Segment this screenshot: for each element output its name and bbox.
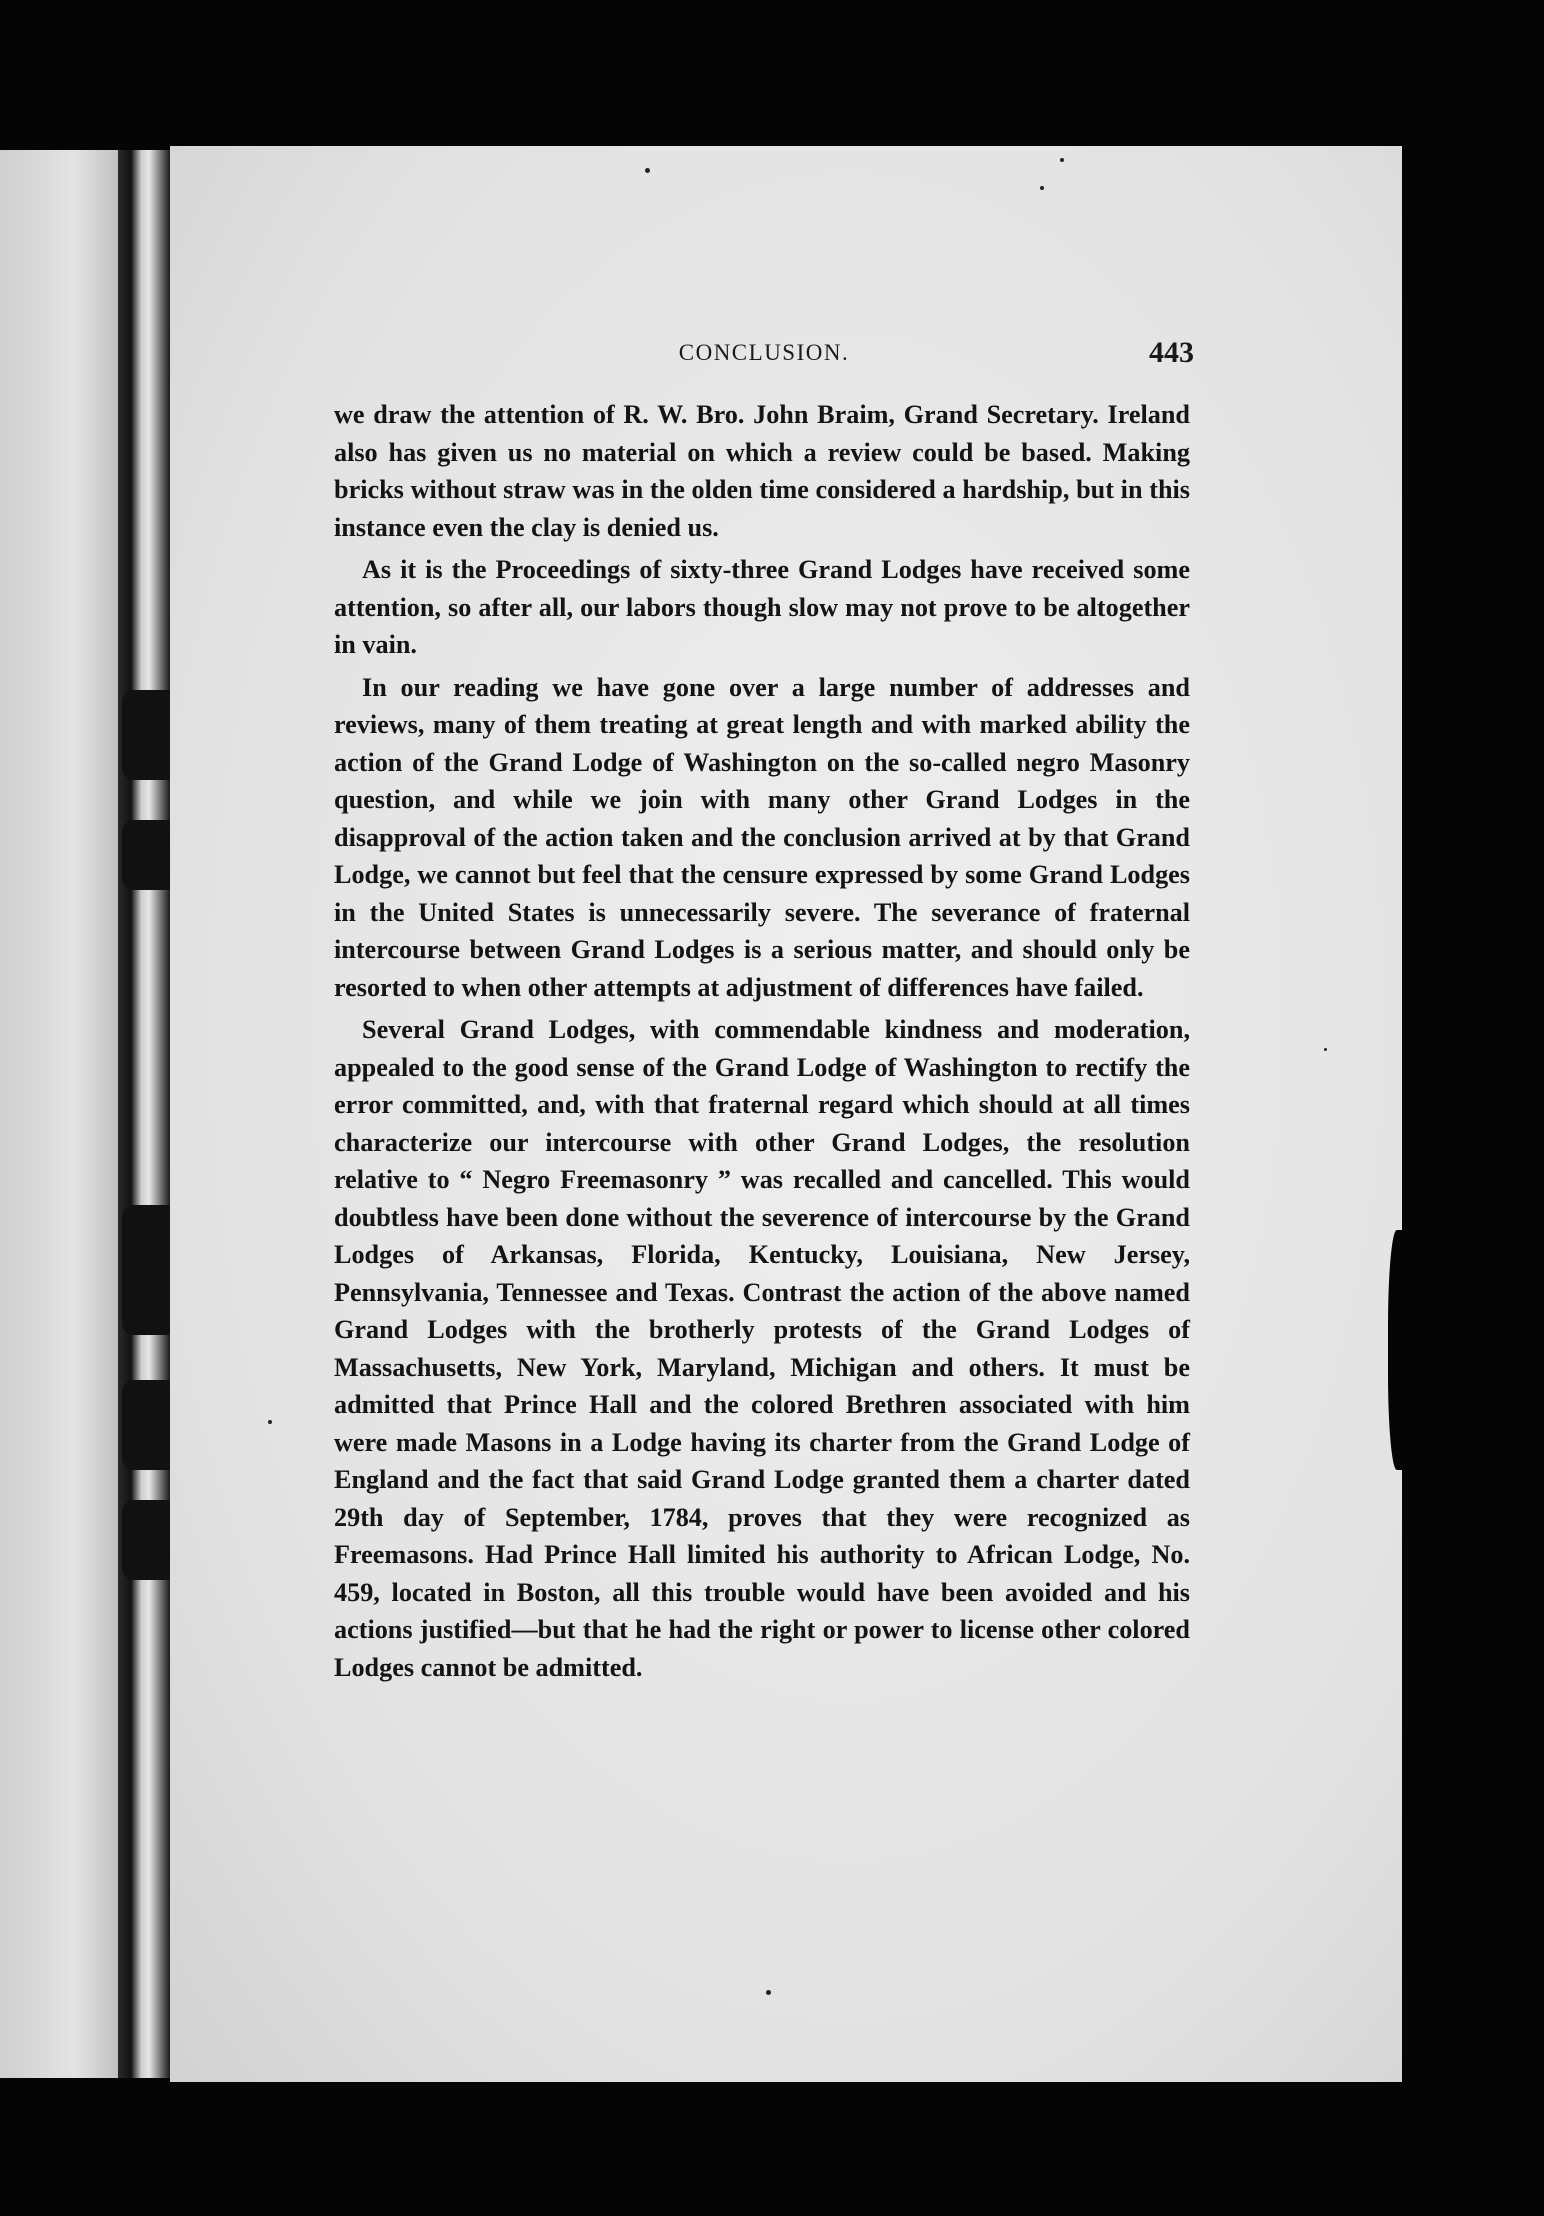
book-spine (118, 150, 170, 2078)
paragraph: In our reading we have gone over a large number of addresses and reviews, many of them treating at great length and with marked ability the action of the Grand Lodge of Washington on the so-called negro Masonry question, and while we join with many other Grand Lodges in the disapproval of the action taken and the conclusion arrived at by that Grand Lodge, we cannot but feel that the censure expressed by some Grand Lodges in the United States is unnecessarily severe. The severance of fraternal intercourse between Grand Lodges is a serious matter, and should only be resorted to when other attempts at adjustment of differences have failed. (334, 672, 1190, 1002)
dust-speck (268, 1420, 272, 1424)
dust-speck (766, 1990, 771, 1995)
page-header (334, 338, 1194, 378)
paragraph: we draw the attention of R. W. Bro. John Braim, Grand Secretary. Ireland also has given us no material on which a review could be based. Making bricks without straw was in the olden time considered a hardship, but in this instance even the clay is denied us. (334, 400, 1190, 542)
dust-speck (1040, 186, 1044, 190)
dust-speck (1324, 1048, 1327, 1051)
paragraph: Several Grand Lodges, with commendable kindness and moderation, appealed to the good sense of the Grand Lodge of Washington to rectify the error committed, and, with that fraternal regard which should at all times characterize our intercourse with other Grand Lodges, the resolution relative to “ Negro Freemasonry ” was recalled and cancelled. This would doubtless have been done without the severence of intercourse by the Grand Lodges of Arkansas, Florida, Kentucky, Louisiana, New Jersey, Pennsylvania, Tennessee and Texas. Contrast the action of the above named Grand Lodges with the brotherly protests of the Grand Lodges of Massachusetts, New York, Maryland, Michigan and others. It must be admitted that Prince Hall and the colored Brethren associated with him were made Masons in a Lodge having its charter from the Grand Lodge of England and the fact that said Grand Lodge granted them a charter dated 29th day of September, 1784, proves that they were recognized as Freemasons. Had Prince Hall limited his authority to African Lodge, No. 459, located in Boston, all this trouble would have been avoided and his actions justified—but that he had the right or power to license other colored Lodges cannot be admitted. (334, 1015, 1190, 1682)
dust-speck (1060, 158, 1064, 162)
facing-page-edge (0, 150, 125, 2078)
running-head: CONCLUSION. (678, 340, 850, 365)
page-edge-tear (1388, 1230, 1410, 1470)
paragraph: As it is the Proceedings of sixty-three Grand Lodges have received some attention, so after all, our labors though slow may not prove to be altogether in vain. (334, 555, 1190, 659)
dust-speck (645, 168, 650, 173)
body-text (334, 396, 1190, 1691)
page-number: 443 (1149, 336, 1194, 369)
